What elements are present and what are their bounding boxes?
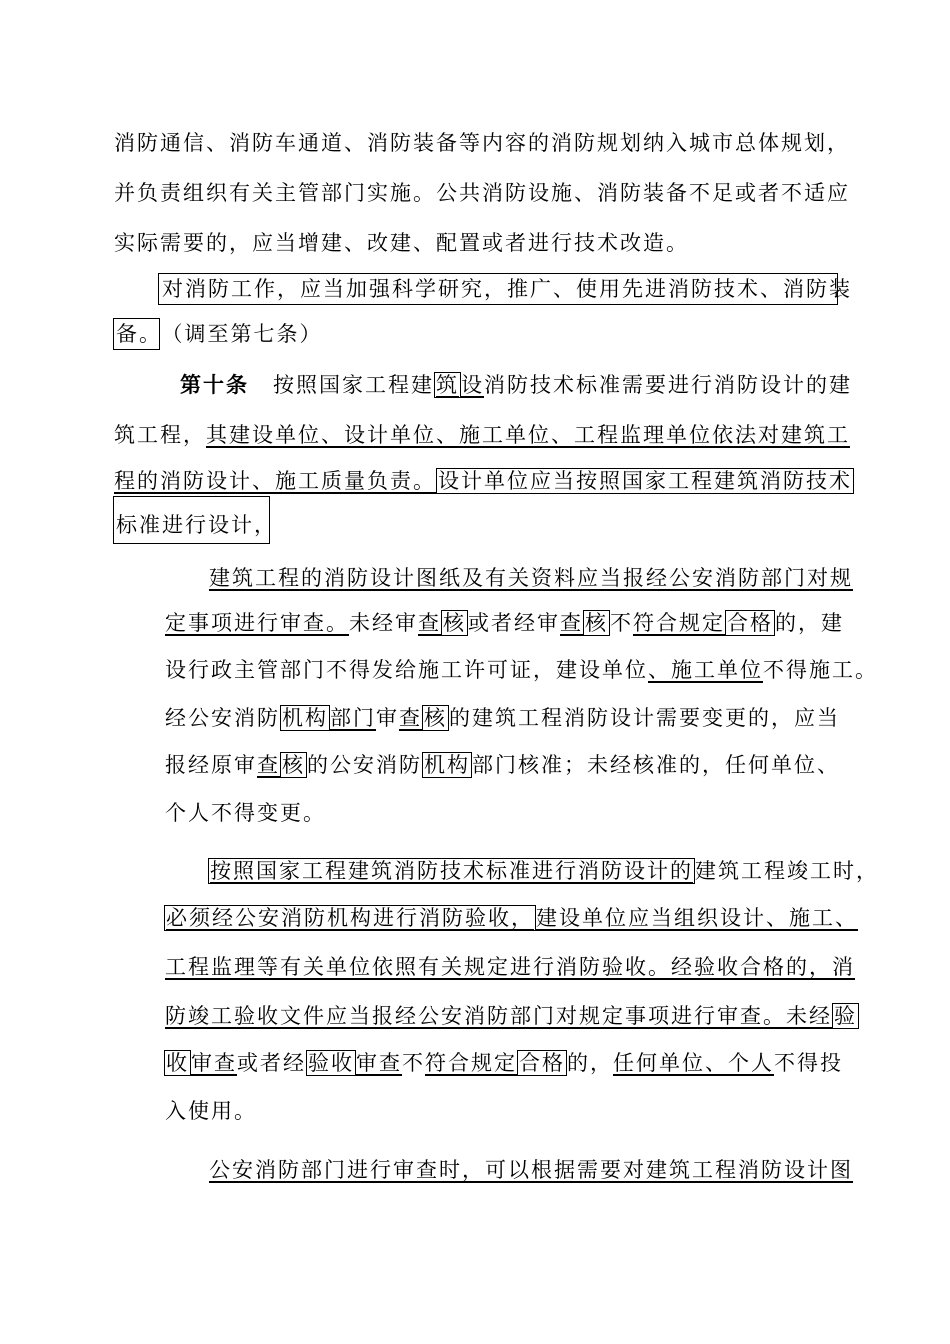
boxed-text: 设计单位应当按照国家工程建筑消防技术 bbox=[438, 469, 852, 493]
para2-line2: 备。 （调至第七条） bbox=[116, 322, 323, 346]
article10-line2: 筑工程，其建设单位、设计单位、施工单位、工程监理单位依法对建筑工 bbox=[114, 423, 850, 447]
para3-line6: 个人不得变更。 bbox=[165, 801, 326, 825]
boxed-char: 筑 bbox=[436, 373, 459, 397]
article10-line3: 程的消防设计、施工质量负责。设计单位应当按照国家工程建筑消防技术 bbox=[114, 469, 852, 493]
para4-line5: 收审查或者经验收审查不符合规定合格的，任何单位、个人不得投 bbox=[166, 1051, 843, 1075]
para1-line2: 并负责组织有关主管部门实施。公共消防设施、消防装备不足或者不适应 bbox=[114, 181, 850, 205]
article10-line4: 标准进行设计， bbox=[116, 513, 277, 537]
para4-line2: 必须经公安消防机构进行消防验收，建设单位应当组织设计、施工、 bbox=[166, 906, 858, 930]
para1-line3: 实际需要的，应当增建、改建、配置或者进行技术改造。 bbox=[114, 231, 689, 255]
para2-line1: 对消防工作，应当加强科学研究，推广、使用先进消防技术、消防装 bbox=[162, 277, 852, 301]
para4-line1: 按照国家工程建筑消防技术标准进行消防设计的建筑工程竣工时， bbox=[210, 859, 879, 883]
article-heading: 第十条 bbox=[180, 372, 249, 397]
para4-line4: 防竣工验收文件应当报经公安消防部门对规定事项进行审查。未经验 bbox=[165, 1004, 857, 1028]
para3-line1: 建筑工程的消防设计图纸及有关资料应当报经公安消防部门对规 bbox=[209, 566, 853, 590]
para3-line5: 报经原审查核的公安消防机构部门核准；未经核准的，任何单位、 bbox=[165, 753, 840, 777]
para3-line4: 经公安消防机构部门审查核的建筑工程消防设计需要变更的，应当 bbox=[165, 706, 840, 730]
para5-line1: 公安消防部门进行审查时，可以根据需要对建筑工程消防设计图 bbox=[209, 1158, 853, 1182]
article10-line1: 第十条 按照国家工程建筑设消防技术标准需要进行消防设计的建 bbox=[180, 372, 852, 397]
para3-line3: 设行政主管部门不得发给施工许可证，建设单位、施工单位不得施工。 bbox=[165, 658, 878, 682]
para4-line3: 工程监理等有关单位依照有关规定进行消防验收。经验收合格的，消 bbox=[165, 955, 855, 979]
para1-line1: 消防通信、消防车通道、消防装备等内容的消防规划纳入城市总体规划， bbox=[114, 131, 850, 155]
para4-line6: 入使用。 bbox=[165, 1099, 257, 1123]
para3-line2: 定事项进行审查。未经审查核或者经审查核不符合规定合格的，建 bbox=[165, 611, 844, 635]
moved-note: （调至第七条） bbox=[172, 322, 323, 346]
